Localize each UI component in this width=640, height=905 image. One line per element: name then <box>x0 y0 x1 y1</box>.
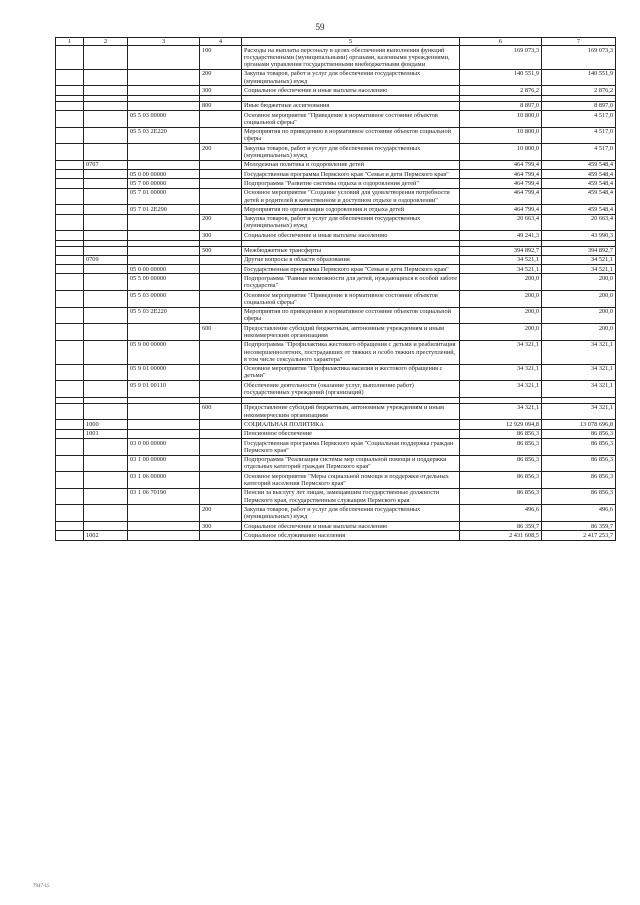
amount-year2-cell: 459 548,4 <box>542 179 616 188</box>
subsection-cell: 0707 <box>84 160 128 169</box>
subsection-cell <box>84 381 128 398</box>
subsection-cell <box>84 179 128 188</box>
table-row <box>56 381 616 398</box>
section-cell <box>56 381 84 398</box>
subsection-cell <box>84 340 128 364</box>
section-cell <box>56 429 84 438</box>
section-cell <box>56 291 84 308</box>
budget-table <box>55 37 616 541</box>
description-cell: Подпрограмма "Реализация системы мер социальной помощи и поддержки отдельных категорий граждан Пермского края" <box>242 455 460 472</box>
amount-year1-cell: 10 800,0 <box>460 111 542 128</box>
amount-year2-cell: 459 548,4 <box>542 160 616 169</box>
target-article-cell: 05 0 00 00000 <box>128 170 200 179</box>
section-cell <box>56 86 84 95</box>
subsection-cell <box>84 246 128 255</box>
section-cell <box>56 307 84 324</box>
section-cell <box>56 403 84 420</box>
table-row <box>56 429 616 438</box>
expense-type-cell: 100 <box>200 46 242 70</box>
target-article-cell <box>128 522 200 531</box>
description-cell: Государственная программа Пермского края "Социальная поддержка граждан Пермского края" <box>242 439 460 456</box>
description-cell: Социальное обслуживание населения <box>242 531 460 540</box>
subsection-cell <box>84 188 128 205</box>
amount-year2-cell: 4 517,0 <box>542 127 616 144</box>
target-article-cell <box>128 531 200 540</box>
description-cell: Государственная программа Пермского края "Семья и дети Пермского края" <box>242 170 460 179</box>
section-cell <box>56 488 84 505</box>
section-cell <box>56 46 84 70</box>
description-cell: Закупка товаров, работ и услуг для обеспечения государственных (муниципальных) нужд <box>242 505 460 522</box>
table-row <box>56 111 616 128</box>
table-row <box>56 160 616 169</box>
subsection-cell <box>84 127 128 144</box>
description-cell: Межбюджетные трансферты <box>242 246 460 255</box>
amount-year1-cell: 394 892,7 <box>460 246 542 255</box>
table-row <box>56 170 616 179</box>
table-row <box>56 86 616 95</box>
expense-type-cell <box>200 381 242 398</box>
table-row <box>56 188 616 205</box>
amount-year1-cell: 200,0 <box>460 291 542 308</box>
amount-year2-cell: 169 073,3 <box>542 46 616 70</box>
description-cell: Молодежная политика и оздоровление детей <box>242 160 460 169</box>
section-cell <box>56 455 84 472</box>
table-row <box>56 231 616 240</box>
section-cell <box>56 69 84 86</box>
header-cell: 6 <box>460 38 542 46</box>
description-cell: Пенсии за выслугу лет лицам, замещавшим государственные должности Пермского края, государственным служащим Пермского края <box>242 488 460 505</box>
expense-type-cell <box>200 291 242 308</box>
amount-year2-cell: 394 892,7 <box>542 246 616 255</box>
subsection-cell <box>84 324 128 341</box>
table-row <box>56 420 616 429</box>
expense-type-cell <box>200 439 242 456</box>
description-cell: Подпрограмма "Развитие системы отдыха и оздоровления детей" <box>242 179 460 188</box>
description-cell: Другие вопросы в области образования <box>242 255 460 264</box>
subsection-cell <box>84 46 128 70</box>
target-article-cell <box>128 86 200 95</box>
subsection-cell <box>84 455 128 472</box>
expense-type-cell: 300 <box>200 522 242 531</box>
page-number: 59 <box>315 22 325 32</box>
target-article-cell <box>128 144 200 161</box>
section-cell <box>56 420 84 429</box>
table-row <box>56 274 616 291</box>
target-article-cell <box>128 160 200 169</box>
subsection-cell <box>84 214 128 231</box>
expense-type-cell <box>200 188 242 205</box>
expense-type-cell <box>200 160 242 169</box>
expense-type-cell <box>200 455 242 472</box>
amount-year1-cell: 496,6 <box>460 505 542 522</box>
table-row <box>56 324 616 341</box>
subsection-cell <box>84 86 128 95</box>
subsection-cell <box>84 265 128 274</box>
subsection-cell <box>84 472 128 489</box>
subsection-cell <box>84 111 128 128</box>
target-article-cell <box>128 324 200 341</box>
section-cell <box>56 522 84 531</box>
section-cell <box>56 101 84 110</box>
section-cell <box>56 439 84 456</box>
amount-year1-cell: 8 897,0 <box>460 101 542 110</box>
amount-year2-cell: 86 856,3 <box>542 472 616 489</box>
target-article-cell: 05 5 00 00000 <box>128 274 200 291</box>
amount-year1-cell: 200,0 <box>460 324 542 341</box>
section-cell <box>56 127 84 144</box>
description-cell: Закупка товаров, работ и услуг для обеспечения государственных (муниципальных) нужд <box>242 69 460 86</box>
section-cell <box>56 246 84 255</box>
expense-type-cell <box>200 472 242 489</box>
amount-year2-cell: 140 551,9 <box>542 69 616 86</box>
table-row <box>56 307 616 324</box>
expense-type-cell <box>200 205 242 214</box>
header-cell: 7 <box>542 38 616 46</box>
amount-year1-cell: 2 431 608,5 <box>460 531 542 540</box>
target-article-cell <box>128 69 200 86</box>
expense-type-cell <box>200 420 242 429</box>
target-article-cell <box>128 214 200 231</box>
description-cell: Основное мероприятие "Меры социальной помощи и поддержки отдельных категорий населения Пермского края" <box>242 472 460 489</box>
subsection-cell <box>84 364 128 381</box>
section-cell <box>56 472 84 489</box>
table-row <box>56 455 616 472</box>
amount-year2-cell: 34 321,1 <box>542 364 616 381</box>
amount-year1-cell: 200,0 <box>460 274 542 291</box>
table-row <box>56 505 616 522</box>
amount-year2-cell: 34 321,1 <box>542 340 616 364</box>
target-article-cell <box>128 403 200 420</box>
header-cell: 2 <box>84 38 128 46</box>
section-cell <box>56 214 84 231</box>
expense-type-cell: 800 <box>200 101 242 110</box>
description-cell: Социальное обеспечение и иные выплаты населению <box>242 522 460 531</box>
table-row <box>56 127 616 144</box>
amount-year1-cell: 464 799,4 <box>460 188 542 205</box>
amount-year1-cell: 200,0 <box>460 307 542 324</box>
expense-type-cell <box>200 429 242 438</box>
amount-year2-cell: 86 856,3 <box>542 429 616 438</box>
section-cell <box>56 364 84 381</box>
section-cell <box>56 179 84 188</box>
amount-year2-cell: 496,6 <box>542 505 616 522</box>
description-cell: Подпрограмма "Профилактика жестокого обращения с детьми и реабилитация несовершеннолетних, пострадавших от тяжких и особо тяжких преступлений, в том числе сексуального характера" <box>242 340 460 364</box>
table-row <box>56 69 616 86</box>
expense-type-cell: 500 <box>200 246 242 255</box>
subsection-cell: 1001 <box>84 429 128 438</box>
table-row <box>56 488 616 505</box>
description-cell: Закупка товаров, работ и услуг для обеспечения государственных (муниципальных) нужд <box>242 214 460 231</box>
description-cell: Основное мероприятие "Приведение в нормативное состояние объектов социальной сферы" <box>242 291 460 308</box>
subsection-cell: 1000 <box>84 420 128 429</box>
description-cell: Государственная программа Пермского края "Семья и дети Пермского края" <box>242 265 460 274</box>
amount-year2-cell: 4 517,0 <box>542 144 616 161</box>
amount-year2-cell: 20 663,4 <box>542 214 616 231</box>
amount-year2-cell: 86 856,3 <box>542 439 616 456</box>
target-article-cell: 05 9 00 00000 <box>128 340 200 364</box>
subsection-cell <box>84 101 128 110</box>
table-row <box>56 531 616 540</box>
expense-type-cell <box>200 531 242 540</box>
amount-year1-cell: 464 799,4 <box>460 179 542 188</box>
amount-year1-cell: 140 551,9 <box>460 69 542 86</box>
expense-type-cell <box>200 307 242 324</box>
subsection-cell <box>84 307 128 324</box>
section-cell <box>56 505 84 522</box>
amount-year2-cell: 2 876,2 <box>542 86 616 95</box>
expense-type-cell <box>200 179 242 188</box>
amount-year2-cell: 459 548,4 <box>542 170 616 179</box>
target-article-cell: 05 9 01 00110 <box>128 381 200 398</box>
section-cell <box>56 160 84 169</box>
target-article-cell <box>128 46 200 70</box>
expense-type-cell: 200 <box>200 214 242 231</box>
table-row <box>56 205 616 214</box>
expense-type-cell <box>200 265 242 274</box>
expense-type-cell: 600 <box>200 403 242 420</box>
section-cell <box>56 265 84 274</box>
amount-year2-cell: 86 359,7 <box>542 522 616 531</box>
amount-year2-cell: 34 321,1 <box>542 381 616 398</box>
target-article-cell: 03 1 00 00000 <box>128 455 200 472</box>
section-cell <box>56 188 84 205</box>
table-row <box>56 214 616 231</box>
description-cell: Мероприятия по приведению в нормативное состояние объектов социальной сферы <box>242 307 460 324</box>
amount-year2-cell: 43 990,3 <box>542 231 616 240</box>
section-cell <box>56 144 84 161</box>
amount-year1-cell: 86 359,7 <box>460 522 542 531</box>
subsection-cell <box>84 522 128 531</box>
description-cell: Основное мероприятие "Приведение в нормативное состояние объектов социальной сферы" <box>242 111 460 128</box>
subsection-cell <box>84 403 128 420</box>
subsection-cell <box>84 291 128 308</box>
amount-year1-cell: 464 799,4 <box>460 160 542 169</box>
table-row <box>56 439 616 456</box>
table-header-row <box>56 38 616 46</box>
table-row <box>56 179 616 188</box>
amount-year1-cell: 34 321,1 <box>460 364 542 381</box>
expense-type-cell <box>200 111 242 128</box>
description-cell: Закупка товаров, работ и услуг для обеспечения государственных (муниципальных) нужд <box>242 144 460 161</box>
amount-year1-cell: 86 856,3 <box>460 439 542 456</box>
table-row <box>56 101 616 110</box>
subsection-cell <box>84 488 128 505</box>
target-article-cell <box>128 255 200 264</box>
target-article-cell: 05 0 00 00000 <box>128 265 200 274</box>
amount-year1-cell: 34 321,1 <box>460 403 542 420</box>
target-article-cell <box>128 101 200 110</box>
amount-year2-cell: 200,0 <box>542 274 616 291</box>
description-cell: Пенсионное обеспечение <box>242 429 460 438</box>
description-cell: Обеспечение деятельности (оказание услуг, выполнение работ) государственных учреждений (организаций) <box>242 381 460 398</box>
section-cell <box>56 531 84 540</box>
header-cell: 5 <box>242 38 460 46</box>
subsection-cell <box>84 439 128 456</box>
table-body <box>56 38 616 541</box>
table-row <box>56 522 616 531</box>
target-article-cell: 03 0 00 00000 <box>128 439 200 456</box>
section-cell <box>56 205 84 214</box>
amount-year1-cell: 464 799,4 <box>460 170 542 179</box>
target-article-cell: 05 5 03 2Е220 <box>128 307 200 324</box>
amount-year1-cell: 169 073,3 <box>460 46 542 70</box>
expense-type-cell: 200 <box>200 505 242 522</box>
amount-year1-cell: 34 521,1 <box>460 265 542 274</box>
amount-year1-cell: 20 663,4 <box>460 214 542 231</box>
expense-type-cell <box>200 340 242 364</box>
subsection-cell: 0709 <box>84 255 128 264</box>
amount-year1-cell: 49 241,3 <box>460 231 542 240</box>
table-row <box>56 46 616 70</box>
amount-year1-cell: 2 876,2 <box>460 86 542 95</box>
expense-type-cell: 300 <box>200 231 242 240</box>
amount-year1-cell: 86 856,3 <box>460 488 542 505</box>
amount-year2-cell: 34 521,1 <box>542 265 616 274</box>
target-article-cell: 05 7 01 00000 <box>128 188 200 205</box>
description-cell: Мероприятия по приведению в нормативное состояние объектов социальной сферы <box>242 127 460 144</box>
amount-year2-cell: 2 417 253,7 <box>542 531 616 540</box>
amount-year2-cell: 200,0 <box>542 307 616 324</box>
amount-year2-cell: 34 321,1 <box>542 403 616 420</box>
target-article-cell: 05 9 01 00000 <box>128 364 200 381</box>
amount-year1-cell: 34 521,1 <box>460 255 542 264</box>
table-row <box>56 291 616 308</box>
amount-year2-cell: 86 856,3 <box>542 488 616 505</box>
description-cell: Социальное обеспечение и иные выплаты населению <box>242 231 460 240</box>
target-article-cell <box>128 246 200 255</box>
expense-type-cell: 200 <box>200 69 242 86</box>
amount-year2-cell: 13 078 696,8 <box>542 420 616 429</box>
table-row <box>56 340 616 364</box>
description-cell: СОЦИАЛЬНАЯ ПОЛИТИКА <box>242 420 460 429</box>
description-cell: Предоставление субсидий бюджетным, автономным учреждениям и иным некоммерческим организациям <box>242 324 460 341</box>
amount-year1-cell: 86 856,3 <box>460 429 542 438</box>
target-article-cell: 05 7 00 00000 <box>128 179 200 188</box>
description-cell: Мероприятия по организации оздоровления и отдыха детей <box>242 205 460 214</box>
amount-year1-cell: 86 856,3 <box>460 455 542 472</box>
section-cell <box>56 340 84 364</box>
amount-year2-cell: 8 897,0 <box>542 101 616 110</box>
target-article-cell: 03 1 06 70190 <box>128 488 200 505</box>
amount-year1-cell: 34 321,1 <box>460 381 542 398</box>
subsection-cell <box>84 231 128 240</box>
subsection-cell: 1002 <box>84 531 128 540</box>
table-row <box>56 364 616 381</box>
description-cell: Иные бюджетные ассигнования <box>242 101 460 110</box>
expense-type-cell <box>200 488 242 505</box>
description-cell: Подпрограмма "Равные возможности для детей, нуждающихся в особой заботе государства" <box>242 274 460 291</box>
amount-year2-cell: 34 521,1 <box>542 255 616 264</box>
table-row <box>56 265 616 274</box>
target-article-cell <box>128 231 200 240</box>
target-article-cell <box>128 505 200 522</box>
expense-type-cell <box>200 127 242 144</box>
expense-type-cell: 600 <box>200 324 242 341</box>
target-article-cell: 05 5 03 00000 <box>128 291 200 308</box>
expense-type-cell: 200 <box>200 144 242 161</box>
header-cell: 3 <box>128 38 200 46</box>
amount-year1-cell: 10 800,0 <box>460 144 542 161</box>
description-cell: Расходы на выплаты персоналу в целях обеспечения выполнения функций государственными (муниципальными) органами, казенными учреждениями, органами управления государственными внебюджетными фондами <box>242 46 460 70</box>
table-row <box>56 403 616 420</box>
amount-year2-cell: 200,0 <box>542 291 616 308</box>
amount-year2-cell: 4 517,0 <box>542 111 616 128</box>
table-row <box>56 472 616 489</box>
subsection-cell <box>84 205 128 214</box>
expense-type-cell <box>200 255 242 264</box>
amount-year2-cell: 200,0 <box>542 324 616 341</box>
section-cell <box>56 274 84 291</box>
subsection-cell <box>84 505 128 522</box>
section-cell <box>56 111 84 128</box>
header-cell: 1 <box>56 38 84 46</box>
description-cell: Предоставление субсидий бюджетным, автономным учреждениям и иным некоммерческим организациям <box>242 403 460 420</box>
amount-year1-cell: 34 321,1 <box>460 340 542 364</box>
amount-year1-cell: 86 856,3 <box>460 472 542 489</box>
target-article-cell: 05 5 03 2Е220 <box>128 127 200 144</box>
expense-type-cell <box>200 170 242 179</box>
expense-type-cell: 300 <box>200 86 242 95</box>
subsection-cell <box>84 69 128 86</box>
target-article-cell <box>128 420 200 429</box>
section-cell <box>56 324 84 341</box>
amount-year1-cell: 10 800,0 <box>460 127 542 144</box>
amount-year2-cell: 459 548,4 <box>542 205 616 214</box>
target-article-cell <box>128 429 200 438</box>
amount-year1-cell: 12 929 094,8 <box>460 420 542 429</box>
section-cell <box>56 231 84 240</box>
target-article-cell: 05 7 01 2Е290 <box>128 205 200 214</box>
target-article-cell: 03 1 06 00000 <box>128 472 200 489</box>
section-cell <box>56 170 84 179</box>
section-cell <box>56 255 84 264</box>
footer-document-code: 7947-15 <box>33 884 50 889</box>
subsection-cell <box>84 170 128 179</box>
description-cell: Основное мероприятие "Профилактика насилия и жестокого обращения с детьми" <box>242 364 460 381</box>
target-article-cell: 05 5 03 00000 <box>128 111 200 128</box>
description-cell: Социальное обеспечение и иные выплаты населению <box>242 86 460 95</box>
expense-type-cell <box>200 364 242 381</box>
header-cell: 4 <box>200 38 242 46</box>
description-cell: Основное мероприятие "Создание условий для удовлетворения потребности детей и родителей в качественном и доступном отдыхе и оздоровлении" <box>242 188 460 205</box>
expense-type-cell <box>200 274 242 291</box>
subsection-cell <box>84 274 128 291</box>
table-row <box>56 255 616 264</box>
amount-year1-cell: 464 799,4 <box>460 205 542 214</box>
subsection-cell <box>84 144 128 161</box>
table-row <box>56 246 616 255</box>
table-row <box>56 144 616 161</box>
amount-year2-cell: 459 548,4 <box>542 188 616 205</box>
amount-year2-cell: 86 856,3 <box>542 455 616 472</box>
